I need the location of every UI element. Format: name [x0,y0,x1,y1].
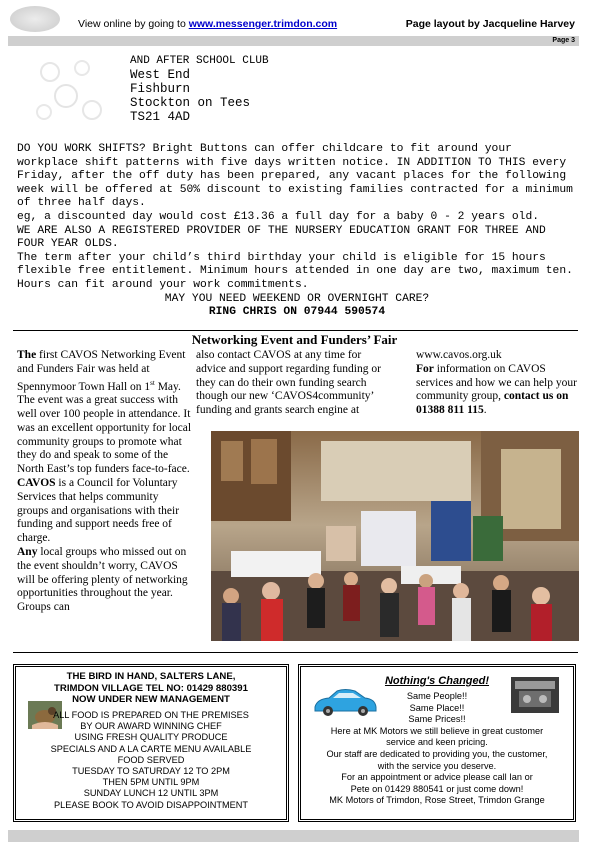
dropcap-the: The [17,349,37,361]
header-bar [8,36,579,46]
view-online-text [78,18,337,30]
divider-line [13,652,578,653]
club-address [130,54,269,124]
weekend-care-line: MAY YOU NEED WEEKEND OR OVERNIGHT CARE? [164,292,430,305]
shifts-paragraph: DO YOU WORK SHIFTS? Bright Buttons can offer childcare to fit around your workplace shift patterns with five days written notice. IN ADDITION TO THIS every Friday, after the off duty has been prepared, any vacant places for the following week will be offered at 50% discount to existing families contracted for a minimum of three half days. [17,143,573,210]
article-column-2 [196,349,391,418]
advert-heading-line: THE BIRD IN HAND, SALTERS LANE, [66,671,236,682]
advert-line: Pete on 01429 880541 or just come down! [350,783,524,794]
divider-line [13,330,578,331]
advert-line: FOOD SERVED [117,754,185,765]
event-hall-photo [211,431,579,641]
footer-bar [8,830,579,842]
advert-line: with the service you deserve. [377,760,497,771]
address-line: TS21 4AD [130,110,191,124]
discount-example: eg, a discounted day would cost £13.36 a full day for a baby 0 - 2 years old. [17,210,540,223]
advert-heading-line: NOW UNDER NEW MANAGEMENT [72,694,230,705]
advert-line: For an appointment or advice please call Ian or [341,772,533,783]
cavos-bold: CAVOS [17,477,56,489]
advert-line: USING FRESH QUALITY PRODUCE [74,732,228,743]
entitlement-paragraph: The term after your child’s third birthday your child is eligible for 15 hours flexible free entitlement. Minimum hours attended in one day are two, maximum ten. Hours can fit around your work commitments. [17,251,573,291]
advert-line: SUNDAY LUNCH 12 UNTIL 3PM [83,788,219,799]
page-number: Page 3 [552,37,575,44]
bird-in-hand-advert [13,664,289,822]
cavos-url: www.cavos.org.uk [416,349,502,361]
advert-line: SPECIALS AND A LA CARTE MENU AVAILABLE [50,743,252,754]
website-link[interactable]: www.messenger.trimdon.com [188,18,338,30]
article-column-1 [17,349,192,615]
article-text: also contact CAVOS at any time for advice and support regarding funding or they can do their own funding search though our new ‘CAVOS4community’ funding and grants search engine at [196,349,381,417]
advert-line: Same Place!! [409,702,465,713]
article-text: information on CAVOS services and how we can help your community group, [416,362,577,403]
layout-credit: Page layout by Jacqueline Harvey [405,18,575,30]
advert-heading-line: TRIMDON VILLAGE TEL NO: 01429 880391 [54,682,248,694]
advert-line: service and keen pricing. [386,737,488,748]
for-bold: For [416,362,434,375]
article-title: Networking Event and Funders’ Fair [191,332,398,347]
article-text: May. The event was a great success with well over 100 people in attendance. It was an excellent opportunity for local community groups to promote what they do and speak to some of the North East’s top funders face-to-face. [17,380,192,476]
ordinal-suffix: st [150,378,155,387]
advert-line: PLEASE BOOK TO AVOID DISAPPOINTMENT [53,799,248,810]
advert-line: Here at MK Motors we still believe in great customer [330,725,544,736]
advert-body [301,691,573,807]
advert-line: Our staff are dedicated to providing you, the customer, [326,748,548,759]
advert-line: TUESDAY TO SATURDAY 12 TO 2PM [72,766,230,777]
childcare-notice [17,143,577,320]
article-text: is a Council for Voluntary Services that helps community groups and organisations with their funding and support needs free of charge. [17,477,180,545]
advert-heading: Nothing's Changed! [384,675,490,687]
masthead-logo-icon [10,6,60,32]
view-online-prefix: View online by going to [78,18,189,30]
full-stop: . [483,404,487,417]
address-line: West End [130,68,191,82]
address-line: AND AFTER SCHOOL CLUB [130,55,269,67]
advert-line: Same People!! [406,691,468,701]
any-bold: Any [17,545,38,558]
grant-paragraph: WE ARE ALSO A REGISTERED PROVIDER OF THE NURSERY EDUCATION GRANT FOR THREE AND FOUR YEAR OLDS. [17,224,546,251]
advert-line: ALL FOOD IS PREPARED ON THE PREMISES [53,710,249,720]
faded-buttons-icon [30,52,108,130]
advert-line: BY OUR AWARD WINNING CHEF [80,721,222,732]
address-line: Fishburn [130,82,191,96]
article-column-3 [416,349,581,418]
mk-motors-advert [298,664,576,822]
advert-line: THEN 5PM UNTIL 9PM [102,777,200,788]
advert-body [16,710,286,811]
ring-line: RING CHRIS ON 07944 590574 [208,306,386,319]
article-text: local groups who missed out on the event shouldn’t worry, CAVOS will be offering plenty of networking opportunities throughout the year. Groups can [17,545,188,614]
contact-number: contact us on 01388 811 115 [416,390,569,417]
article-text: first CAVOS Networking Event and Funders Fair was held at Spennymoor Town Hall on 1 [17,349,186,393]
advert-line: MK Motors of Trimdon, Rose Street, Trimdon Grange [329,795,545,806]
advert-line: Same Prices!! [408,714,466,725]
address-line: Stockton on Tees [130,96,251,110]
page-header [0,0,589,48]
